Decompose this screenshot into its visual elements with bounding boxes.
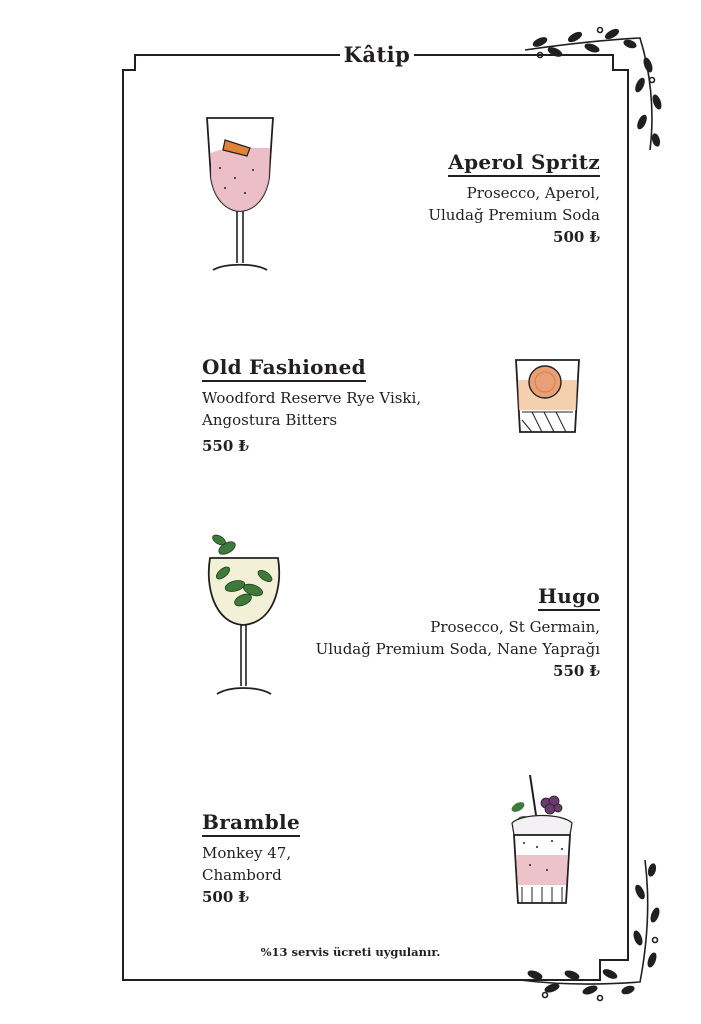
bramble-glass-icon: [502, 775, 582, 915]
aperol-spritz-glass-icon: [195, 108, 285, 278]
menu-item-hugo: [280, 584, 600, 682]
menu-item-aperol-spritz: [300, 150, 600, 248]
item-description: Woodford Reserve Rye Viski, Angostura Bitters: [202, 389, 422, 429]
item-description: Prosecco, Aperol, Uludağ Premium Soda: [428, 184, 600, 224]
item-price: 500 ₺: [202, 888, 249, 906]
leaf-vine-top-icon: [525, 28, 662, 151]
item-price: 550 ₺: [202, 437, 249, 455]
service-charge-note: %13 servis ücreti uygulanır.: [260, 945, 441, 959]
menu-item-old-fashioned: [202, 355, 462, 457]
item-description: Prosecco, St Germain, Uludağ Premium Soda, Nane Yaprağı: [315, 618, 600, 658]
item-description: Monkey 47, Chambord: [202, 844, 292, 884]
item-name: Aperol Spritz: [448, 150, 600, 177]
item-price: 550 ₺: [553, 662, 600, 680]
item-name: Old Fashioned: [202, 355, 366, 382]
item-price: 500 ₺: [553, 228, 600, 246]
brand-title: Kâtip: [340, 40, 414, 70]
old-fashioned-glass-icon: [510, 350, 585, 440]
menu-item-bramble: [202, 810, 402, 908]
item-name: Hugo: [538, 584, 600, 611]
item-name: Bramble: [202, 810, 300, 837]
